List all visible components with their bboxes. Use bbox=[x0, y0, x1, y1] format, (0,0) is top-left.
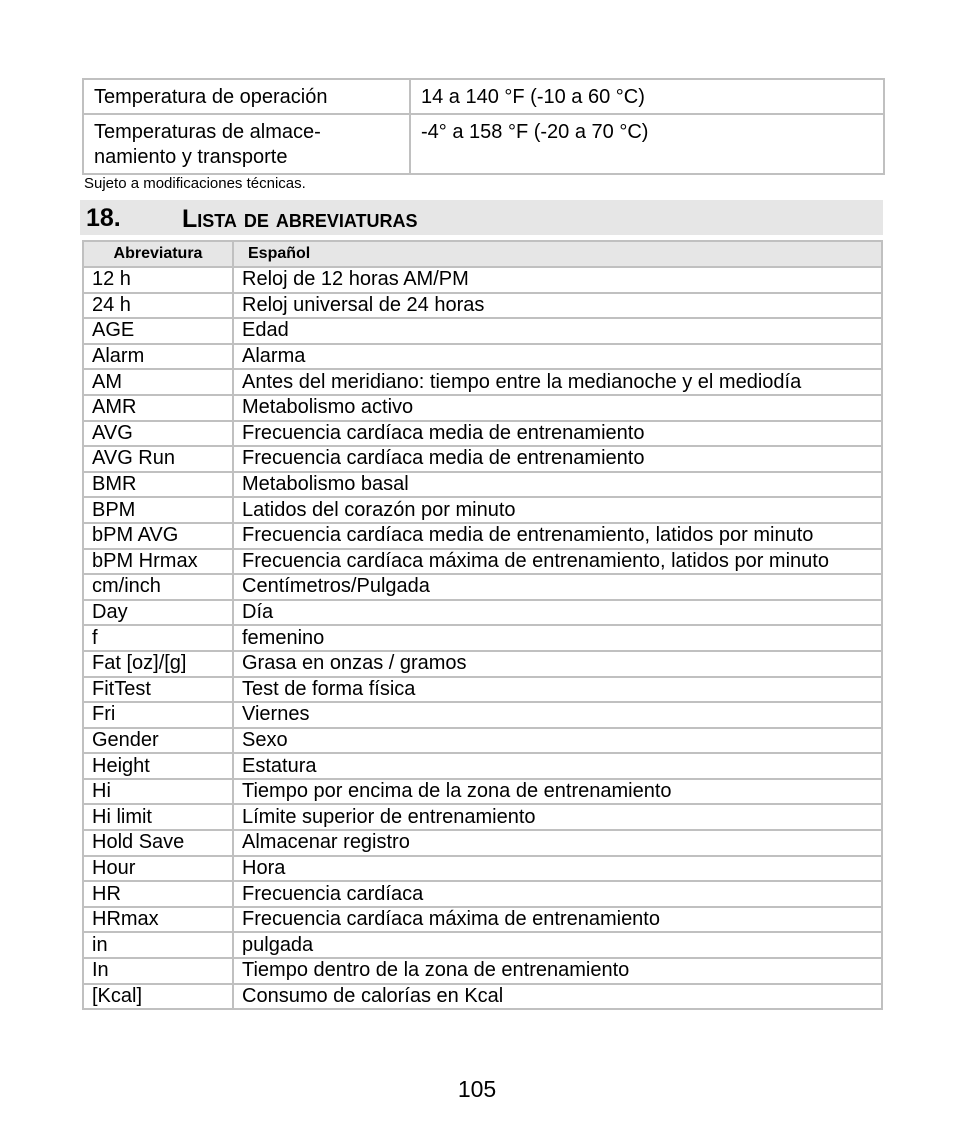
table-row bbox=[83, 728, 882, 754]
table-row bbox=[83, 753, 882, 779]
footnote: Sujeto a modificaciones técnicas. bbox=[84, 175, 306, 192]
table-row bbox=[83, 267, 882, 293]
abbreviation-cell: HR bbox=[83, 881, 233, 907]
table-row bbox=[83, 702, 882, 728]
abbreviation-cell: Hi bbox=[83, 779, 233, 805]
meaning-cell: Día bbox=[233, 600, 882, 626]
abbreviation-cell: f bbox=[83, 625, 233, 651]
abbreviation-cell: Hold Save bbox=[83, 830, 233, 856]
table-row bbox=[83, 856, 882, 882]
meaning-cell: Metabolismo activo bbox=[233, 395, 882, 421]
abbreviation-cell: [Kcal] bbox=[83, 984, 233, 1010]
abbreviation-cell: cm/inch bbox=[83, 574, 233, 600]
meaning-cell: pulgada bbox=[233, 932, 882, 958]
abbreviations-table bbox=[82, 240, 883, 1010]
abbreviation-cell: Fat [oz]/[g] bbox=[83, 651, 233, 677]
meaning-cell: Frecuencia cardíaca máxima de entrenamiento, latidos por minuto bbox=[233, 549, 882, 575]
abbreviation-cell: bPM AVG bbox=[83, 523, 233, 549]
table-row bbox=[83, 369, 882, 395]
meaning-cell: femenino bbox=[233, 625, 882, 651]
table-row bbox=[83, 344, 882, 370]
abbreviation-cell: AVG Run bbox=[83, 446, 233, 472]
meaning-cell: Frecuencia cardíaca máxima de entrenamiento bbox=[233, 907, 882, 933]
meaning-cell: Frecuencia cardíaca media de entrenamiento, latidos por minuto bbox=[233, 523, 882, 549]
abbreviation-cell: HRmax bbox=[83, 907, 233, 933]
abbreviations-table-body bbox=[83, 267, 882, 1009]
table-row bbox=[83, 932, 882, 958]
abbreviation-cell: Alarm bbox=[83, 344, 233, 370]
meaning-cell: Estatura bbox=[233, 753, 882, 779]
table-row bbox=[83, 421, 882, 447]
table-row bbox=[83, 549, 882, 575]
meaning-cell: Metabolismo basal bbox=[233, 472, 882, 498]
meaning-cell: Sexo bbox=[233, 728, 882, 754]
abbreviation-cell: Hour bbox=[83, 856, 233, 882]
abbreviation-cell: Day bbox=[83, 600, 233, 626]
meaning-cell: Test de forma física bbox=[233, 677, 882, 703]
table-header-row bbox=[83, 241, 882, 267]
abbreviation-cell: 12 h bbox=[83, 267, 233, 293]
abbreviation-cell: in bbox=[83, 932, 233, 958]
abbreviation-cell: Fri bbox=[83, 702, 233, 728]
meaning-cell: Consumo de calorías en Kcal bbox=[233, 984, 882, 1010]
abbreviation-cell: Height bbox=[83, 753, 233, 779]
section-number: 18. bbox=[86, 204, 121, 232]
meaning-cell: Frecuencia cardíaca bbox=[233, 881, 882, 907]
meaning-cell: Alarma bbox=[233, 344, 882, 370]
meaning-cell: Frecuencia cardíaca media de entrenamiento bbox=[233, 446, 882, 472]
table-row bbox=[83, 472, 882, 498]
abbreviation-cell: AGE bbox=[83, 318, 233, 344]
abbreviation-cell: In bbox=[83, 958, 233, 984]
meaning-cell: Antes del meridiano: tiempo entre la medianoche y el mediodía bbox=[233, 369, 882, 395]
column-header-abbreviation: Abreviatura bbox=[83, 241, 233, 267]
meaning-cell: Grasa en onzas / gramos bbox=[233, 651, 882, 677]
abbreviation-cell: BMR bbox=[83, 472, 233, 498]
abbreviation-cell: bPM Hrmax bbox=[83, 549, 233, 575]
table-row bbox=[83, 574, 882, 600]
page-number: 105 bbox=[457, 1076, 497, 1102]
meaning-cell: Centímetros/Pulgada bbox=[233, 574, 882, 600]
table-row bbox=[83, 600, 882, 626]
table-row bbox=[83, 293, 882, 319]
table-row bbox=[83, 984, 882, 1010]
meaning-cell: Viernes bbox=[233, 702, 882, 728]
specifications-table bbox=[82, 78, 885, 175]
table-row bbox=[83, 625, 882, 651]
abbreviation-cell: AM bbox=[83, 369, 233, 395]
meaning-cell: Reloj de 12 horas AM/PM bbox=[233, 267, 882, 293]
table-row bbox=[83, 677, 882, 703]
table-row bbox=[83, 651, 882, 677]
table-row bbox=[83, 779, 882, 805]
meaning-cell: Límite superior de entrenamiento bbox=[233, 804, 882, 830]
table-row bbox=[83, 958, 882, 984]
abbreviation-cell: Gender bbox=[83, 728, 233, 754]
abbreviation-cell: FitTest bbox=[83, 677, 233, 703]
table-row bbox=[83, 523, 882, 549]
abbreviation-cell: AVG bbox=[83, 421, 233, 447]
meaning-cell: Edad bbox=[233, 318, 882, 344]
table-row bbox=[83, 907, 882, 933]
section-title: Lista de abreviaturas bbox=[182, 205, 418, 233]
table-row bbox=[83, 804, 882, 830]
spec-row bbox=[83, 114, 884, 174]
abbreviation-cell: AMR bbox=[83, 395, 233, 421]
table-row bbox=[83, 395, 882, 421]
abbreviation-cell: 24 h bbox=[83, 293, 233, 319]
table-row bbox=[83, 318, 882, 344]
spec-value: -4° a 158 °F (-20 a 70 °C) bbox=[410, 114, 884, 174]
table-row bbox=[83, 497, 882, 523]
table-row bbox=[83, 446, 882, 472]
spec-row bbox=[83, 79, 884, 114]
meaning-cell: Latidos del corazón por minuto bbox=[233, 497, 882, 523]
meaning-cell: Tiempo por encima de la zona de entrenamiento bbox=[233, 779, 882, 805]
section-heading bbox=[80, 200, 883, 235]
meaning-cell: Frecuencia cardíaca media de entrenamiento bbox=[233, 421, 882, 447]
table-row bbox=[83, 830, 882, 856]
abbreviation-cell: BPM bbox=[83, 497, 233, 523]
abbreviation-cell: Hi limit bbox=[83, 804, 233, 830]
spec-label: Temperatura de operación bbox=[83, 79, 410, 114]
meaning-cell: Tiempo dentro de la zona de entrenamiento bbox=[233, 958, 882, 984]
table-row bbox=[83, 881, 882, 907]
spec-value: 14 a 140 °F (-10 a 60 °C) bbox=[410, 79, 884, 114]
spec-label: Temperaturas de almace- namiento y transporte bbox=[83, 114, 410, 174]
column-header-spanish: Español bbox=[233, 241, 882, 267]
meaning-cell: Almacenar registro bbox=[233, 830, 882, 856]
meaning-cell: Reloj universal de 24 horas bbox=[233, 293, 882, 319]
meaning-cell: Hora bbox=[233, 856, 882, 882]
